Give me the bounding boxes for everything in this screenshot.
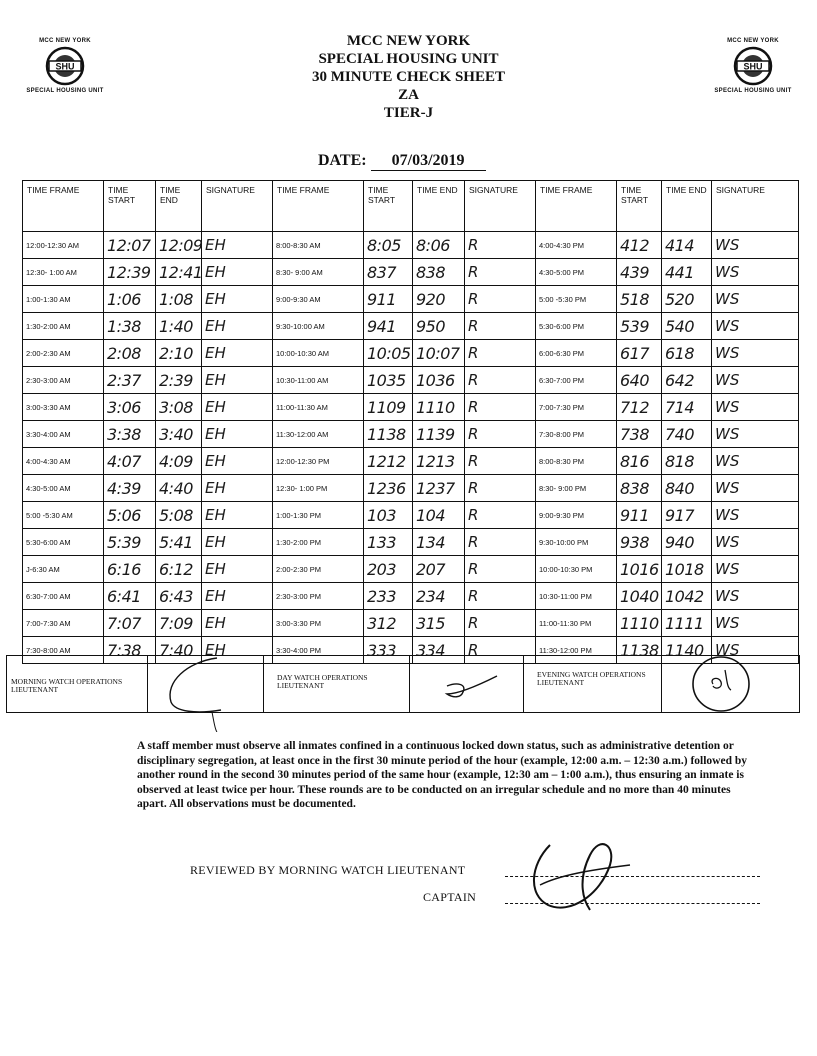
signature-cell: EH	[202, 340, 273, 367]
time-end-cell: 1:40	[156, 313, 202, 340]
time-frame-cell: 6:00-6:30 PM	[536, 340, 617, 367]
time-start-cell: 1:38	[104, 313, 156, 340]
time-frame-cell: 4:30-5:00 PM	[536, 259, 617, 286]
time-end-cell: 4:40	[156, 475, 202, 502]
time-end-cell: 6:12	[156, 556, 202, 583]
time-start-cell: 6:41	[104, 583, 156, 610]
time-start-cell: 3:38	[104, 421, 156, 448]
time-end-cell: 1018	[662, 556, 712, 583]
logo-bottom-caption: SPECIAL HOUSING UNIT	[714, 88, 792, 94]
time-start-cell: 640	[617, 367, 662, 394]
time-start-cell: 10:05	[364, 340, 413, 367]
table-row	[23, 394, 799, 421]
time-frame-cell: 11:30-12:00 PM	[536, 637, 617, 664]
signature-cell: EH	[202, 259, 273, 286]
time-end-cell: 838	[413, 259, 465, 286]
time-frame-cell: 1:00-1:30 AM	[23, 286, 104, 313]
time-frame-cell: 4:30-5:00 AM	[23, 475, 104, 502]
signature-cell: WS	[712, 232, 799, 259]
time-start-cell: 133	[364, 529, 413, 556]
signature-cell: WS	[712, 259, 799, 286]
time-frame-cell: 10:00-10:30 PM	[536, 556, 617, 583]
signature-cell: R	[465, 475, 536, 502]
time-start-cell: 1212	[364, 448, 413, 475]
table-row	[23, 367, 799, 394]
signature-cell: WS	[712, 367, 799, 394]
time-start-cell: 439	[617, 259, 662, 286]
time-frame-cell: 11:00-11:30 PM	[536, 610, 617, 637]
time-end-cell: 1139	[413, 421, 465, 448]
signature-cell: R	[465, 637, 536, 664]
operations-signature-box	[6, 655, 800, 713]
instructions-paragraph: A staff member must observe all inmates confined in a continuous locked down status, such as administrative detention or disciplinary segregation, at least once in the first 30 minute period of the hour (example, 12:00 a.m. – 12:30 a.m.) followed by another round in the second 30 minutes period of the same hour (example, 12:30 am – 1:00 a.m.), thus ensuring an inmate is observed at least twice per hour. These rounds are to be conducted on an irregular schedule and no more than 40 minutes apart. All observations must be documented.	[137, 740, 747, 810]
shu-emblem-icon	[43, 46, 87, 86]
time-end-cell: 920	[413, 286, 465, 313]
time-end-cell: 840	[662, 475, 712, 502]
time-start-cell: 1035	[364, 367, 413, 394]
time-end-cell: 104	[413, 502, 465, 529]
signature-cell: EH	[202, 232, 273, 259]
signature-cell: WS	[712, 313, 799, 340]
header-block: ZA	[398, 87, 419, 103]
time-frame-cell: 9:30-10:00 AM	[273, 313, 364, 340]
signature-cell: R	[465, 529, 536, 556]
time-end-cell: 3:40	[156, 421, 202, 448]
header-sheet-title: 30 MINUTE CHECK SHEET	[312, 69, 505, 85]
time-frame-cell: 12:00-12:30 PM	[273, 448, 364, 475]
time-frame-cell: 12:00-12:30 AM	[23, 232, 104, 259]
table-row	[23, 502, 799, 529]
time-frame-cell: 5:30-6:00 AM	[23, 529, 104, 556]
time-start-cell: 712	[617, 394, 662, 421]
time-end-cell: 917	[662, 502, 712, 529]
time-frame-cell: 1:30-2:00 AM	[23, 313, 104, 340]
signature-cell: R	[465, 583, 536, 610]
signature-cell: WS	[712, 637, 799, 664]
time-end-cell: 1237	[413, 475, 465, 502]
time-frame-cell: 7:30-8:00 PM	[536, 421, 617, 448]
column-header: SIGNATURE	[712, 181, 799, 232]
time-frame-cell: 12:30- 1:00 AM	[23, 259, 104, 286]
signature-cell: EH	[202, 529, 273, 556]
signature-cell: WS	[712, 421, 799, 448]
column-header: TIME START	[364, 181, 413, 232]
time-start-cell: 7:07	[104, 610, 156, 637]
signature-cell: WS	[712, 583, 799, 610]
signature-cell: EH	[202, 610, 273, 637]
time-start-cell: 412	[617, 232, 662, 259]
day-watch-label: DAY WATCH OPERATIONS LIEUTENANT	[277, 673, 368, 690]
time-frame-cell: 7:00-7:30 PM	[536, 394, 617, 421]
signature-cell: R	[465, 286, 536, 313]
logo-emblem-text: SHU	[55, 61, 75, 72]
table-row	[23, 610, 799, 637]
time-end-cell: 5:08	[156, 502, 202, 529]
time-frame-cell: 6:30-7:00 AM	[23, 583, 104, 610]
time-end-cell: 5:41	[156, 529, 202, 556]
signature-cell: EH	[202, 637, 273, 664]
signature-cell: R	[465, 232, 536, 259]
time-start-cell: 1138	[617, 637, 662, 664]
time-start-cell: 103	[364, 502, 413, 529]
time-start-cell: 941	[364, 313, 413, 340]
time-start-cell: 816	[617, 448, 662, 475]
shu-emblem-icon	[731, 46, 775, 86]
time-frame-cell: 9:00-9:30 PM	[536, 502, 617, 529]
table-row	[23, 340, 799, 367]
time-end-cell: 1110	[413, 394, 465, 421]
time-frame-cell: 4:00-4:30 AM	[23, 448, 104, 475]
time-end-cell: 10:07	[413, 340, 465, 367]
table-row	[23, 583, 799, 610]
time-start-cell: 203	[364, 556, 413, 583]
signature-cell: R	[465, 556, 536, 583]
header-facility: MCC NEW YORK	[346, 33, 471, 49]
signature-cell: R	[465, 502, 536, 529]
time-frame-cell: 5:00 -5:30 PM	[536, 286, 617, 313]
signature-cell: R	[465, 313, 536, 340]
header-unit: SPECIAL HOUSING UNIT	[318, 51, 499, 67]
time-end-cell: 315	[413, 610, 465, 637]
time-frame-cell: 8:00-8:30 PM	[536, 448, 617, 475]
time-end-cell: 1042	[662, 583, 712, 610]
time-frame-cell: 3:30-4:00 PM	[273, 637, 364, 664]
time-start-cell: 5:06	[104, 502, 156, 529]
morning-watch-label: MORNING WATCH OPERATIONS LIEUTENANT	[11, 677, 123, 694]
logo-bottom-caption: SPECIAL HOUSING UNIT	[26, 88, 104, 94]
signature-cell: R	[465, 610, 536, 637]
column-header: TIME END	[662, 181, 712, 232]
table-body	[23, 232, 799, 664]
table-row	[23, 313, 799, 340]
time-end-cell: 950	[413, 313, 465, 340]
signature-cell: EH	[202, 448, 273, 475]
time-frame-cell: 2:30-3:00 AM	[23, 367, 104, 394]
time-end-cell: 642	[662, 367, 712, 394]
time-start-cell: 312	[364, 610, 413, 637]
logo-top-caption: MCC NEW YORK	[39, 38, 91, 44]
column-header: SIGNATURE	[202, 181, 273, 232]
time-end-cell: 2:39	[156, 367, 202, 394]
signature-cell: WS	[712, 502, 799, 529]
time-frame-cell: 10:30-11:00 PM	[536, 583, 617, 610]
logo-top-caption: MCC NEW YORK	[727, 38, 779, 44]
time-start-cell: 1:06	[104, 286, 156, 313]
time-end-cell: 134	[413, 529, 465, 556]
table-header-row	[23, 181, 799, 232]
time-start-cell: 911	[617, 502, 662, 529]
table-row	[23, 529, 799, 556]
date-value: 07/03/2019	[371, 152, 486, 171]
signature-cell: EH	[202, 583, 273, 610]
reviewed-by-label: REVIEWED BY MORNING WATCH LIEUTENANT	[190, 863, 466, 877]
time-frame-cell: 12:30- 1:00 PM	[273, 475, 364, 502]
time-frame-cell: 7:30-8:00 AM	[23, 637, 104, 664]
time-frame-cell: 6:30-7:00 PM	[536, 367, 617, 394]
time-frame-cell: 3:30-4:00 AM	[23, 421, 104, 448]
column-header: TIME FRAME	[536, 181, 617, 232]
table-row	[23, 556, 799, 583]
document-header	[260, 32, 557, 122]
column-header: SIGNATURE	[465, 181, 536, 232]
time-frame-cell: 4:00-4:30 PM	[536, 232, 617, 259]
signature-cell: EH	[202, 556, 273, 583]
table-row	[23, 232, 799, 259]
time-end-cell: 12:41	[156, 259, 202, 286]
column-header: TIME END	[156, 181, 202, 232]
time-end-cell: 7:40	[156, 637, 202, 664]
table-row	[23, 475, 799, 502]
evening-watch-label: EVENING WATCH OPERATIONS LIEUTENANT	[537, 670, 646, 687]
time-start-cell: 1016	[617, 556, 662, 583]
signature-cell: EH	[202, 421, 273, 448]
time-end-cell: 12:09	[156, 232, 202, 259]
time-end-cell: 414	[662, 232, 712, 259]
time-start-cell: 4:39	[104, 475, 156, 502]
signature-cell: WS	[712, 340, 799, 367]
time-frame-cell: 11:30-12:00 AM	[273, 421, 364, 448]
time-start-cell: 837	[364, 259, 413, 286]
time-end-cell: 3:08	[156, 394, 202, 421]
date-field	[318, 152, 486, 171]
column-header: TIME FRAME	[23, 181, 104, 232]
table-row	[23, 421, 799, 448]
time-start-cell: 1236	[364, 475, 413, 502]
header-tier: TIER-J	[383, 105, 434, 121]
check-log-table	[22, 180, 799, 664]
time-frame-cell: 1:30-2:00 PM	[273, 529, 364, 556]
signature-cell: WS	[712, 475, 799, 502]
signature-cell: R	[465, 259, 536, 286]
time-start-cell: 838	[617, 475, 662, 502]
time-frame-cell: 5:00 -5:30 AM	[23, 502, 104, 529]
time-start-cell: 12:39	[104, 259, 156, 286]
time-frame-cell: 9:00-9:30 AM	[273, 286, 364, 313]
signature-cell: R	[465, 421, 536, 448]
time-end-cell: 740	[662, 421, 712, 448]
time-frame-cell: 2:00-2:30 AM	[23, 340, 104, 367]
time-frame-cell: 11:00-11:30 AM	[273, 394, 364, 421]
time-start-cell: 233	[364, 583, 413, 610]
time-end-cell: 714	[662, 394, 712, 421]
shu-logo-right	[708, 38, 798, 94]
time-end-cell: 2:10	[156, 340, 202, 367]
signature-cell: WS	[712, 286, 799, 313]
time-start-cell: 2:37	[104, 367, 156, 394]
signature-cell: R	[465, 394, 536, 421]
time-end-cell: 1:08	[156, 286, 202, 313]
column-header: TIME START	[617, 181, 662, 232]
day-signature-mark	[417, 664, 517, 709]
time-start-cell: 617	[617, 340, 662, 367]
shu-logo-left	[20, 38, 110, 94]
time-start-cell: 1109	[364, 394, 413, 421]
logo-emblem-text: SHU	[743, 61, 763, 72]
time-end-cell: 1036	[413, 367, 465, 394]
time-start-cell: 6:16	[104, 556, 156, 583]
morning-signature-mark	[157, 652, 257, 732]
time-end-cell: 618	[662, 340, 712, 367]
time-end-cell: 7:09	[156, 610, 202, 637]
time-frame-cell: 7:00-7:30 AM	[23, 610, 104, 637]
signature-cell: WS	[712, 556, 799, 583]
time-frame-cell: 8:00-8:30 AM	[273, 232, 364, 259]
time-end-cell: 207	[413, 556, 465, 583]
time-end-cell: 4:09	[156, 448, 202, 475]
time-end-cell: 1213	[413, 448, 465, 475]
time-start-cell: 1110	[617, 610, 662, 637]
time-end-cell: 540	[662, 313, 712, 340]
column-header: TIME END	[413, 181, 465, 232]
time-frame-cell: 10:00-10:30 AM	[273, 340, 364, 367]
time-start-cell: 539	[617, 313, 662, 340]
lieutenant-signature-mark	[520, 825, 660, 920]
time-start-cell: 5:39	[104, 529, 156, 556]
time-frame-cell: 1:00-1:30 PM	[273, 502, 364, 529]
time-start-cell: 1138	[364, 421, 413, 448]
time-start-cell: 518	[617, 286, 662, 313]
signature-cell: WS	[712, 448, 799, 475]
time-end-cell: 1140	[662, 637, 712, 664]
time-end-cell: 441	[662, 259, 712, 286]
column-header: TIME FRAME	[273, 181, 364, 232]
time-end-cell: 234	[413, 583, 465, 610]
table-row	[23, 448, 799, 475]
time-start-cell: 333	[364, 637, 413, 664]
time-start-cell: 738	[617, 421, 662, 448]
time-frame-cell: 2:00-2:30 PM	[273, 556, 364, 583]
time-frame-cell: 9:30-10:00 PM	[536, 529, 617, 556]
time-end-cell: 1111	[662, 610, 712, 637]
time-start-cell: 938	[617, 529, 662, 556]
time-start-cell: 3:06	[104, 394, 156, 421]
time-end-cell: 940	[662, 529, 712, 556]
evening-signature-mark	[667, 650, 777, 718]
time-start-cell: 8:05	[364, 232, 413, 259]
time-frame-cell: 3:00-3:30 PM	[273, 610, 364, 637]
signature-cell: WS	[712, 529, 799, 556]
time-end-cell: 8:06	[413, 232, 465, 259]
time-end-cell: 818	[662, 448, 712, 475]
signature-cell: EH	[202, 502, 273, 529]
time-frame-cell: J-6:30 AM	[23, 556, 104, 583]
table-row	[23, 286, 799, 313]
time-start-cell: 2:08	[104, 340, 156, 367]
signature-cell: EH	[202, 286, 273, 313]
time-start-cell: 7:38	[104, 637, 156, 664]
signature-cell: WS	[712, 394, 799, 421]
column-header: TIME START	[104, 181, 156, 232]
signature-cell: EH	[202, 313, 273, 340]
time-frame-cell: 8:30- 9:00 AM	[273, 259, 364, 286]
time-end-cell: 6:43	[156, 583, 202, 610]
signature-cell: R	[465, 448, 536, 475]
time-end-cell: 520	[662, 286, 712, 313]
time-start-cell: 4:07	[104, 448, 156, 475]
signature-cell: R	[465, 340, 536, 367]
table-row	[23, 259, 799, 286]
signature-cell: WS	[712, 610, 799, 637]
signature-cell: EH	[202, 475, 273, 502]
time-frame-cell: 2:30-3:00 PM	[273, 583, 364, 610]
time-frame-cell: 5:30-6:00 PM	[536, 313, 617, 340]
signature-cell: EH	[202, 394, 273, 421]
time-frame-cell: 10:30-11:00 AM	[273, 367, 364, 394]
time-start-cell: 1040	[617, 583, 662, 610]
time-start-cell: 911	[364, 286, 413, 313]
time-end-cell: 334	[413, 637, 465, 664]
signature-cell: EH	[202, 367, 273, 394]
captain-label: CAPTAIN	[423, 890, 477, 904]
time-frame-cell: 8:30- 9:00 PM	[536, 475, 617, 502]
signature-cell: R	[465, 367, 536, 394]
date-label: DATE:	[318, 152, 367, 169]
time-start-cell: 12:07	[104, 232, 156, 259]
time-frame-cell: 3:00-3:30 AM	[23, 394, 104, 421]
